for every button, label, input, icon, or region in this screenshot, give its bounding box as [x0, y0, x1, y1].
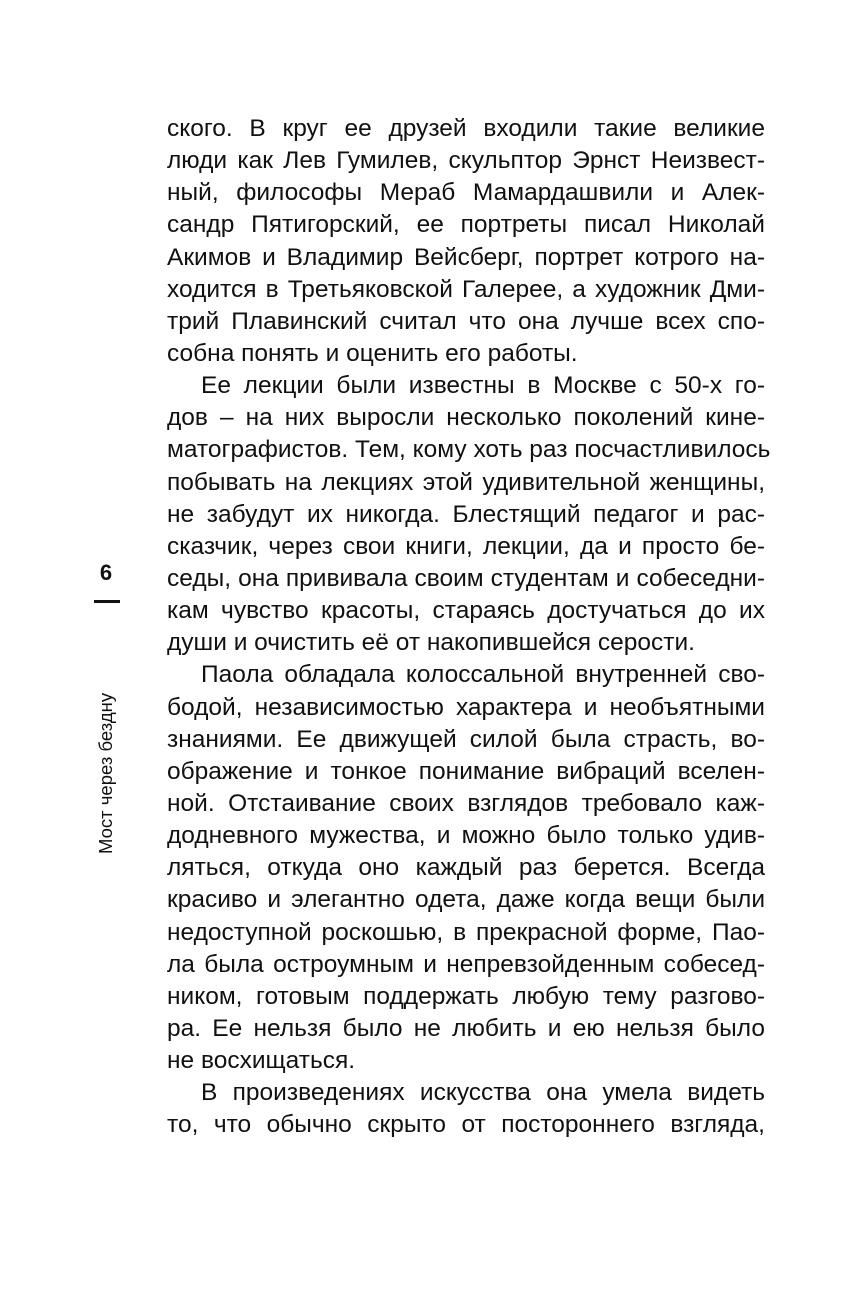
text-line: ником, готовым поддержать любую тему разгово- — [167, 982, 765, 1010]
text-line: не забудут их никогда. Блестящий педагог и рас- — [167, 500, 765, 528]
text-line: кам чувство красоты, стараясь достучаться до их — [167, 597, 765, 625]
text-line: Паола обладала колоссальной внутренней сво- — [201, 661, 765, 689]
text-line: В произведениях искусства она умела видеть — [201, 1079, 765, 1107]
text-line: матографистов. Тем, кому хоть раз посчастливилось — [167, 436, 771, 464]
text-line: ный, философы Мераб Мамардашвили и Алек- — [167, 179, 765, 207]
text-line: знаниями. Ее движущей силой была страсть, во- — [167, 725, 765, 753]
page-number: 6 — [99, 560, 113, 585]
text-line: ра. Ее нельзя было не любить и ею нельзя было — [167, 1014, 765, 1042]
text-line: собна понять и оценить его работы. — [167, 339, 578, 367]
text-line: ского. В круг ее друзей входили такие великие — [167, 115, 765, 142]
text-line: ходится в Третьяковской Галерее, а художник Дми- — [167, 275, 765, 303]
paragraph-3 — [167, 659, 765, 1077]
book-page-text — [167, 113, 771, 1142]
text-line: сандр Пятигорский, ее портреты писал Николай — [167, 211, 765, 239]
page-number-rule — [94, 600, 120, 603]
text-line: сказчик, через свои книги, лекции, да и просто бе- — [167, 532, 765, 560]
text-line: не восхищаться. — [167, 1047, 356, 1075]
text-line: ла была остроумным и непревзойденным собесед- — [167, 950, 765, 978]
text-line: Акимов и Владимир Вейсберг, портрет котрого на- — [167, 243, 765, 271]
text-line: души и очистить её от накопившейся серости. — [167, 629, 695, 657]
paragraph-4 — [167, 1077, 765, 1141]
text-line: ляться, откуда оно каждый раз берется. Всегда — [167, 854, 765, 882]
text-line: недоступной роскошью, в прекрасной форме, Пао- — [167, 918, 765, 946]
paragraph-2 — [167, 370, 771, 659]
text-line: то, что обычно скрыто от постороннего взгляда, — [167, 1111, 765, 1139]
text-line: ной. Отстаивание своих взглядов требовало каж- — [167, 789, 765, 817]
paragraph-1 — [167, 113, 765, 370]
running-title: Мост через бездну — [95, 692, 116, 854]
text-line: седы, она прививала своим студентам и собеседни- — [167, 564, 765, 592]
text-line: бодой, независимостью характера и необъятными — [167, 693, 765, 721]
text-line: додневного мужества, и можно было только удив- — [167, 822, 765, 850]
text-line: побывать на лекциях этой удивительной женщины, — [167, 468, 765, 496]
text-line: красиво и элегантно одета, даже когда вещи были — [167, 886, 765, 914]
text-line: Ее лекции были известны в Москве с 50-х го- — [201, 372, 765, 400]
text-line: трий Плавинский считал что она лучше всех спо- — [167, 307, 765, 335]
text-line: люди как Лев Гумилев, скульптор Эрнст Неизвест- — [167, 147, 765, 175]
text-line: ображение и тонкое понимание вибраций вселен- — [167, 757, 765, 785]
text-line: дов – на них выросли несколько поколений кине- — [167, 404, 765, 432]
